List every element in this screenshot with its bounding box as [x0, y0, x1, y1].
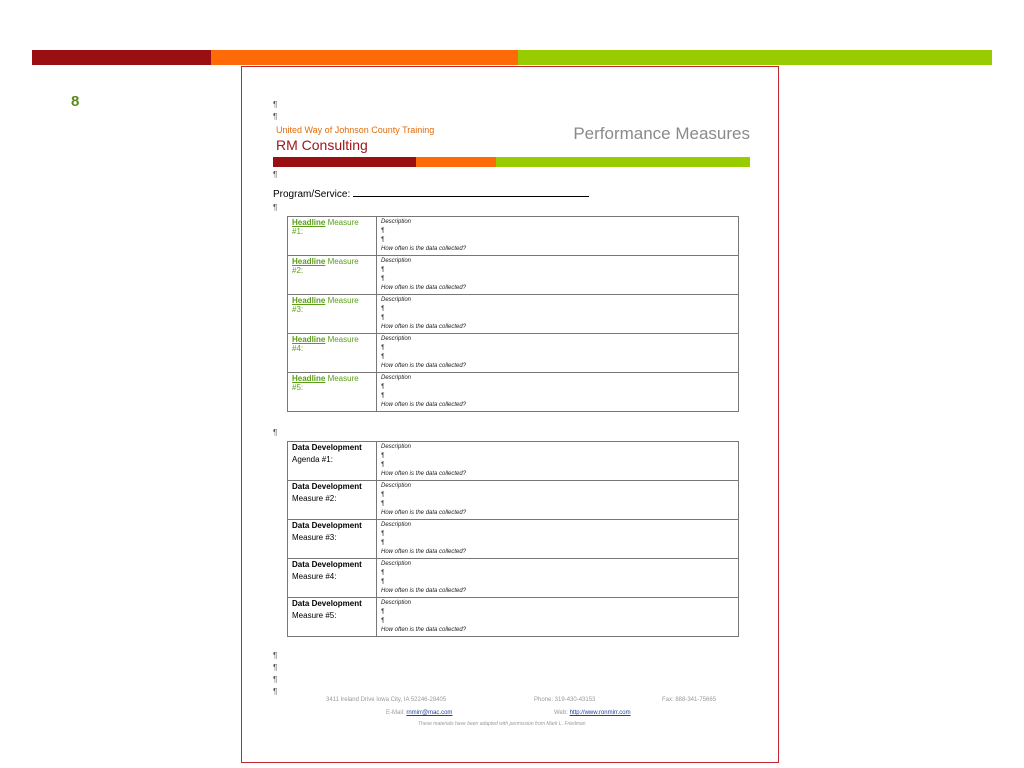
- headline-measure-row: [288, 295, 739, 334]
- paragraph-mark: ¶: [381, 354, 385, 360]
- collection-frequency-question: How often is the data collected?: [381, 246, 467, 252]
- paragraph-mark: ¶: [381, 540, 385, 546]
- measure-detail-cell[interactable]: [377, 256, 739, 295]
- measure-detail-cell[interactable]: [377, 295, 739, 334]
- description-text: Description: [381, 522, 412, 528]
- paragraph-mark: ¶: [381, 345, 385, 351]
- program-service-line: [273, 187, 589, 200]
- data-development-label: [288, 598, 377, 637]
- brand-name: RM Consulting: [276, 137, 368, 153]
- collection-frequency-question: How often is the data collected?: [381, 324, 467, 330]
- doc-bar-orange: [416, 157, 496, 167]
- footer-email-row: [386, 710, 452, 716]
- measure-number: Measure #2:: [292, 257, 359, 275]
- headline-measure-row: [288, 373, 739, 412]
- title-color-bar: [32, 50, 992, 65]
- paragraph-mark: ¶: [381, 609, 385, 615]
- measure-detail-cell[interactable]: [377, 598, 739, 637]
- paragraph-mark: ¶: [273, 428, 278, 437]
- paragraph-mark: ¶: [381, 618, 385, 624]
- collection-frequency-question: How often is the data collected?: [381, 402, 467, 408]
- program-label: Program/Service:: [273, 189, 351, 200]
- color-bar-green: [518, 50, 992, 65]
- headline-word: Headline: [292, 257, 326, 266]
- description-text: Description: [381, 219, 412, 225]
- color-bar-orange: [211, 50, 518, 65]
- data-development-title: Data Development: [292, 482, 362, 491]
- org-line: United Way of Johnson County Training: [276, 125, 435, 135]
- data-development-title: Data Development: [292, 599, 362, 608]
- measure-detail-cell[interactable]: [377, 481, 739, 520]
- paragraph-mark: ¶: [381, 462, 385, 468]
- data-development-table: [287, 441, 739, 637]
- description-text: Description: [381, 297, 412, 303]
- paragraph-mark: ¶: [381, 531, 385, 537]
- paragraph-mark: ¶: [273, 651, 278, 660]
- footer-web-row: [554, 710, 631, 716]
- collection-frequency-question: How often is the data collected?: [381, 627, 467, 633]
- collection-frequency-question: How often is the data collected?: [381, 510, 467, 516]
- data-development-title: Data Development: [292, 521, 362, 530]
- data-development-measure: Measure #2:: [292, 494, 337, 503]
- data-development-measure: Agenda #1:: [292, 455, 333, 464]
- collection-frequency-question: How often is the data collected?: [381, 285, 467, 291]
- headline-measure-row: [288, 256, 739, 295]
- measure-number: Measure #4:: [292, 335, 359, 353]
- paragraph-mark: ¶: [273, 112, 278, 121]
- headline-word: Headline: [292, 374, 326, 383]
- slide-number: 8: [71, 93, 80, 110]
- data-development-row: [288, 598, 739, 637]
- footer-phone: Phone: 319-430-43153: [534, 697, 596, 703]
- footer-web-link[interactable]: http://www.ronmirr.com: [569, 710, 631, 716]
- collection-frequency-question: How often is the data collected?: [381, 588, 467, 594]
- document-title: Performance Measures: [573, 124, 750, 143]
- data-development-title: Data Development: [292, 443, 362, 452]
- collection-frequency-question: How often is the data collected?: [381, 471, 467, 477]
- data-development-row: [288, 520, 739, 559]
- headline-measure-row: [288, 334, 739, 373]
- collection-frequency-question: How often is the data collected?: [381, 549, 467, 555]
- document-page: [241, 66, 779, 763]
- paragraph-mark: ¶: [273, 687, 278, 696]
- footer-fax: Fax: 888-341-75665: [662, 697, 717, 703]
- headline-word: Headline: [292, 335, 326, 344]
- program-blank[interactable]: [353, 187, 589, 197]
- data-development-title: Data Development: [292, 560, 362, 569]
- data-development-measure: Measure #3:: [292, 533, 337, 542]
- measure-detail-cell[interactable]: [377, 442, 739, 481]
- paragraph-mark: ¶: [273, 675, 278, 684]
- measure-number: Measure #3:: [292, 296, 359, 314]
- description-text: Description: [381, 336, 412, 342]
- headline-measure-label: [288, 256, 377, 295]
- headline-measure-label: [288, 373, 377, 412]
- data-development-row: [288, 559, 739, 598]
- paragraph-mark: ¶: [381, 228, 385, 234]
- color-bar-red: [32, 50, 211, 65]
- paragraph-mark: ¶: [381, 306, 385, 312]
- footer-address: 3411 Ireland Drive Iowa City, IA 52246-28405: [326, 697, 447, 703]
- paragraph-mark: ¶: [273, 663, 278, 672]
- measure-number: Measure #1:: [292, 218, 359, 236]
- data-development-label: [288, 481, 377, 520]
- paragraph-mark: ¶: [273, 203, 278, 212]
- measure-detail-cell[interactable]: [377, 373, 739, 412]
- data-development-measure: Measure #5:: [292, 611, 337, 620]
- headline-word: Headline: [292, 296, 326, 305]
- paragraph-mark: ¶: [381, 453, 385, 459]
- measure-detail-cell[interactable]: [377, 559, 739, 598]
- paragraph-mark: ¶: [381, 315, 385, 321]
- footer-email-label: E-Mail:: [386, 710, 405, 716]
- description-text: Description: [381, 258, 412, 264]
- data-development-row: [288, 442, 739, 481]
- paragraph-mark: ¶: [381, 579, 385, 585]
- data-development-label: [288, 520, 377, 559]
- paragraph-mark: ¶: [381, 570, 385, 576]
- description-text: Description: [381, 375, 412, 381]
- doc-bar-red: [273, 157, 416, 167]
- headline-measure-row: [288, 217, 739, 256]
- doc-bar-green: [496, 157, 750, 167]
- measure-detail-cell[interactable]: [377, 217, 739, 256]
- description-text: Description: [381, 444, 412, 450]
- headline-word: Headline: [292, 218, 326, 227]
- document-color-bar: [273, 157, 750, 167]
- paragraph-mark: ¶: [381, 276, 385, 282]
- paragraph-mark: ¶: [381, 267, 385, 273]
- headline-measure-label: [288, 217, 377, 256]
- data-development-label: [288, 559, 377, 598]
- measure-detail-cell[interactable]: [377, 334, 739, 373]
- headline-measures-table: [287, 216, 739, 412]
- footer-web-label: Web:: [554, 710, 568, 716]
- headline-measure-label: [288, 295, 377, 334]
- footer-email-link[interactable]: rnmirr@mac.com: [406, 710, 453, 716]
- headline-measure-label: [288, 334, 377, 373]
- data-development-row: [288, 481, 739, 520]
- measure-number: Measure #5:: [292, 374, 359, 392]
- paragraph-mark: ¶: [273, 170, 278, 179]
- paragraph-mark: ¶: [381, 393, 385, 399]
- paragraph-mark: ¶: [273, 100, 278, 109]
- paragraph-mark: ¶: [381, 237, 385, 243]
- footer-note: These materials have been adapted with permission from Mark L. Friedman: [418, 721, 586, 727]
- paragraph-mark: ¶: [381, 492, 385, 498]
- description-text: Description: [381, 561, 412, 567]
- paragraph-mark: ¶: [381, 501, 385, 507]
- paragraph-mark: ¶: [381, 384, 385, 390]
- collection-frequency-question: How often is the data collected?: [381, 363, 467, 369]
- data-development-measure: Measure #4:: [292, 572, 337, 581]
- data-development-label: [288, 442, 377, 481]
- description-text: Description: [381, 483, 412, 489]
- description-text: Description: [381, 600, 412, 606]
- measure-detail-cell[interactable]: [377, 520, 739, 559]
